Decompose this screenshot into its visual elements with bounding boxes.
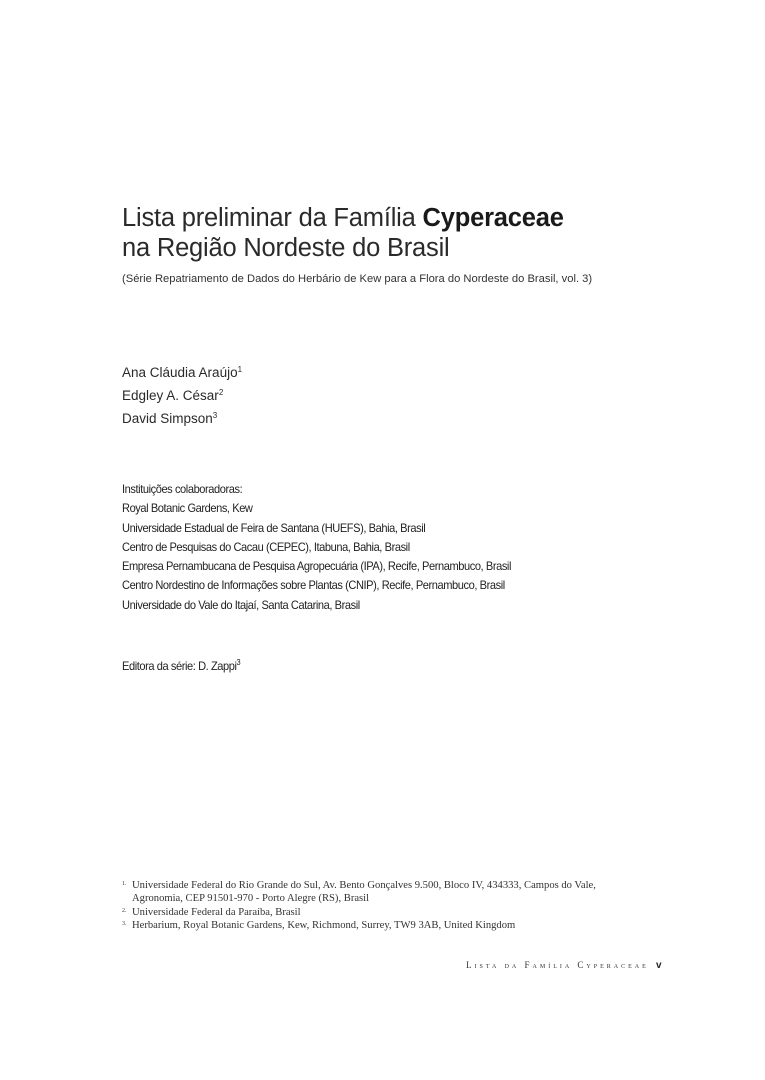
- author-item: [122, 383, 242, 406]
- institution-item: Universidade do Vale do Itajaí, Santa Catarina, Brasil: [122, 597, 360, 612]
- institution-item: Empresa Pernambucana de Pesquisa Agropecuária (IPA), Recife, Pernambuco, Brasil: [122, 559, 512, 574]
- footnote-item: [122, 919, 652, 932]
- title-block: [122, 203, 682, 286]
- title-line1-regular: Lista preliminar da Família: [122, 204, 423, 232]
- footnote-item: [122, 906, 652, 919]
- footnote-mark: 2.: [122, 907, 127, 914]
- author-list: [122, 360, 242, 429]
- footnote-line: Herbarium, Royal Botanic Gardens, Kew, Richmond, Surrey, TW9 3AB, United Kingdom: [132, 919, 516, 931]
- author-item: [122, 360, 242, 383]
- footnote-mark: 3.: [122, 920, 127, 927]
- page-title: [122, 203, 682, 263]
- series-editor-mark: 3: [236, 658, 241, 667]
- institution-item: Universidade Estadual de Feira de Santana (HUEFS), Bahia, Brasil: [122, 520, 426, 535]
- footnote-line: Universidade Federal do Rio Grande do Sul, Av. Bento Gonçalves 9.500, Bloco IV, 434333, Campos do Vale,: [132, 880, 596, 891]
- series-editor: [122, 653, 240, 676]
- author-name: Edgley A. César: [122, 388, 219, 403]
- author-name: Ana Cláudia Araújo: [122, 365, 238, 380]
- footnotes: [122, 879, 652, 932]
- author-name: David Simpson: [122, 411, 213, 426]
- footnote-mark: 1.: [122, 881, 127, 887]
- author-affiliation-mark: 3: [212, 411, 218, 420]
- footnote-item: [122, 879, 652, 906]
- institution-item: Centro de Pesquisas do Cacau (CEPEC), Itabuna, Bahia, Brasil: [122, 539, 410, 554]
- author-affiliation-mark: 2: [218, 388, 224, 397]
- footnote-line: Universidade Federal da Paraíba, Brasil: [132, 906, 301, 918]
- title-line2: na Região Nordeste do Brasil: [122, 234, 450, 262]
- title-line1-bold: Cyperaceae: [422, 204, 564, 232]
- footnote-line: Agronomia, CEP 91501-970 - Porto Alegre (RS), Brasil: [132, 893, 370, 905]
- author-item: [122, 406, 242, 429]
- institutions-block: [122, 480, 511, 615]
- institution-item: Centro Nordestino de Informações sobre Plantas (CNIP), Recife, Pernambuco, Brasil: [122, 578, 505, 593]
- institution-item: Royal Botanic Gardens, Kew: [122, 501, 253, 516]
- series-editor-label: Editora da série: D. Zappi: [122, 659, 237, 673]
- page-number: v: [656, 960, 662, 971]
- institutions-heading: Instituições colaboradoras:: [122, 482, 243, 496]
- running-footer-title: Lista da Família Cyperaceae: [466, 960, 649, 970]
- author-affiliation-mark: 1: [237, 365, 243, 374]
- series-subtitle: (Série Repatriamento de Dados do Herbário de Kew para a Flora do Nordeste do Brasil, vol. 3): [122, 273, 593, 285]
